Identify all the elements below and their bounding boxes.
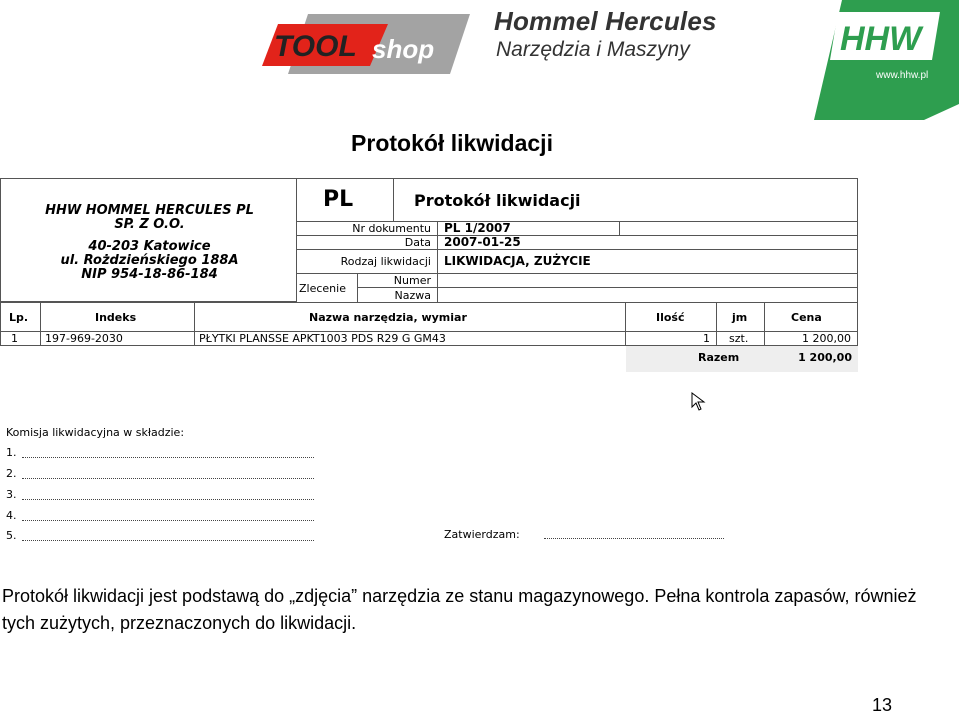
column-header-qty-label: Ilość [656, 311, 685, 324]
description-text: Protokół likwidacji jest podstawą do „zdjęcia” narzędzia ze stanu magazynowego. Pełna kontrola zapasów, również tych zużytych, przeznaczonych do likwidacji. [2, 586, 917, 633]
doc-number-value-cell [437, 221, 620, 236]
column-header-tool-name [194, 302, 626, 332]
order-label: Zlecenie [299, 282, 346, 295]
order-label-cell [296, 273, 358, 303]
committee-line-4 [22, 520, 314, 521]
column-header-price [764, 302, 858, 332]
table-row-cell-unit [716, 331, 765, 346]
toolshop-word1: TOOL [274, 30, 357, 63]
brand-name: Hommel Hercules [494, 6, 717, 36]
company-name-line2: SP. Z O.O. [114, 217, 185, 232]
row-qty: 1 [703, 332, 710, 345]
brand-tagline: Narzędzia i Maszyny [496, 38, 690, 61]
company-name-line1: HHW HOMMEL HERCULES PL [45, 203, 254, 218]
protocol-form [0, 178, 858, 372]
name-label: Nazwa [394, 289, 431, 302]
doc-number-value: PL 1/2007 [444, 221, 511, 235]
page-title: Protokół likwidacji [351, 130, 553, 156]
doc-number-extra-cell [619, 221, 858, 236]
type-value-cell [437, 249, 858, 274]
column-header-price-label: Cena [791, 311, 822, 324]
approve-signature-line [544, 538, 724, 539]
doc-number-label-cell [296, 221, 438, 236]
committee-heading: Komisja likwidacyjna w składzie: [6, 426, 185, 439]
table-row-cell-price [764, 331, 858, 346]
number-label-cell [357, 273, 438, 288]
company-address-line1: 40-203 Katowice [88, 239, 211, 254]
table-row-cell-name [194, 331, 626, 346]
company-address-line2: ul. Rożdzieńskiego 188A [60, 253, 239, 268]
company-nip: NIP 954-18-86-184 [81, 267, 218, 282]
committee-line-1 [22, 457, 314, 458]
name-label-cell [357, 287, 438, 303]
page-number: 13 [872, 695, 893, 715]
row-lp: 1 [11, 332, 18, 345]
committee-line-5 [22, 540, 314, 541]
committee-line-2 [22, 478, 314, 479]
row-price: 1 200,00 [802, 332, 851, 345]
committee-member-5: 5. [6, 529, 17, 542]
column-header-index [40, 302, 195, 332]
date-value-cell [437, 235, 858, 250]
type-label-cell [296, 249, 438, 274]
date-label: Data [404, 236, 431, 249]
committee-member-3: 3. [6, 488, 17, 501]
total-value: 1 200,00 [798, 351, 852, 364]
hommel-hercules-logo [494, 6, 794, 68]
date-value: 2007-01-25 [444, 235, 521, 249]
row-unit: szt. [729, 332, 749, 345]
number-value-cell [437, 273, 858, 288]
hhw-logo [814, 0, 959, 120]
committee-member-2: 2. [6, 467, 17, 480]
type-label: Rodzaj likwidacji [340, 255, 431, 268]
document-code-cell [296, 178, 394, 222]
document-code: PL [323, 187, 354, 212]
approve-label: Zatwierdzam: [444, 528, 520, 541]
column-header-qty [625, 302, 717, 332]
table-row-cell-lp [0, 331, 41, 346]
toolshop-word2: shop [372, 34, 435, 64]
total-label: Razem [698, 351, 740, 364]
name-value-cell [437, 287, 858, 303]
row-name: PŁYTKI PLANSSE APKT1003 PDS R29 G GM43 [199, 332, 446, 345]
document-title-cell [393, 178, 858, 222]
table-row-cell-qty [625, 331, 717, 346]
mouse-cursor-icon [691, 392, 709, 412]
column-header-index-label: Indeks [95, 311, 137, 324]
column-header-unit [716, 302, 765, 332]
column-header-lp-label: Lp. [9, 311, 29, 324]
date-label-cell [296, 235, 438, 250]
committee-member-1: 1. [6, 446, 17, 459]
hhw-url: www.hhw.pl [876, 70, 929, 81]
number-label: Numer [393, 274, 431, 287]
row-index: 197-969-2030 [45, 332, 123, 345]
type-value: LIKWIDACJA, ZUŻYCIE [444, 254, 591, 268]
toolshop-logo [262, 14, 470, 76]
company-block [0, 178, 297, 302]
table-row-cell-index [40, 331, 195, 346]
column-header-unit-label: jm [732, 311, 748, 324]
committee-section [6, 424, 316, 544]
doc-number-label: Nr dokumentu [352, 222, 431, 235]
column-header-lp [0, 302, 41, 332]
total-row [626, 346, 858, 372]
committee-line-3 [22, 499, 314, 500]
committee-member-4: 4. [6, 509, 17, 522]
hhw-mark: HHW [840, 20, 922, 58]
document-title: Protokół likwidacji [414, 191, 581, 210]
column-header-tool-name-label: Nazwa narzędzia, wymiar [309, 311, 467, 324]
